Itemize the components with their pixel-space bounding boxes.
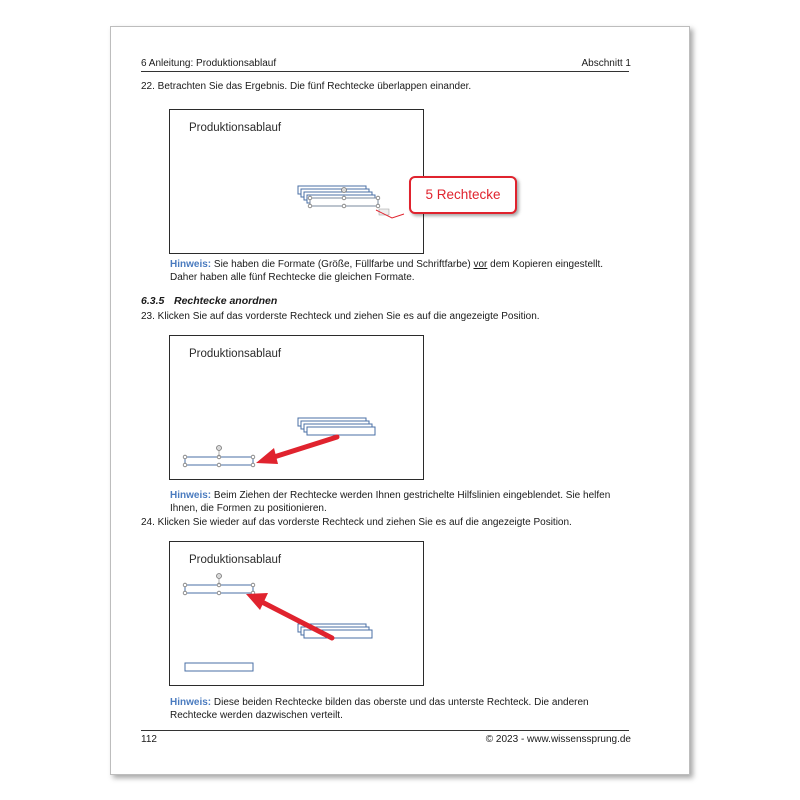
section-number: 6.3.5 — [141, 295, 165, 307]
step-24: 24. Klicken Sie wieder auf das vorderste Rechteck und ziehen Sie es auf die angezeigte Position. — [141, 517, 572, 528]
rectangle-shape — [307, 427, 375, 435]
section-heading — [141, 295, 277, 307]
slide-title: Produktionsablauf — [189, 122, 282, 134]
rectangle-shape-bottom — [185, 663, 253, 671]
slide-title: Produktionsablauf — [189, 348, 282, 360]
red-arrow-icon — [256, 437, 337, 464]
slide-preview-2 — [169, 335, 424, 480]
footer-copyright: © 2023 - www.wissenssprung.de — [485, 734, 631, 745]
document-page — [110, 26, 690, 775]
rotate-handle-icon — [342, 188, 347, 193]
hint-2: Hinweis: Beim Ziehen der Rechtecke werden Ihnen gestrichelte Hilfslinien eingeblendet. Sie helfen Ihnen, die Formen zu positionieren. — [170, 490, 611, 514]
hint-label: Hinweis: — [170, 490, 212, 501]
rotate-handle-icon — [217, 574, 222, 579]
red-arrow-icon — [246, 593, 332, 638]
slide-preview-3 — [169, 541, 424, 686]
hint-1: Hinweis: Sie haben die Formate (Größe, Füllfarbe und Schriftfarbe) vor dem Kopieren eingestellt. Daher haben alle fünf Rechtecke die gleichen Formate. — [170, 259, 603, 283]
hint-label: Hinweis: — [170, 697, 212, 708]
hint-label: Hinweis: — [170, 259, 212, 270]
slide-preview-1 — [169, 109, 424, 254]
rectangles-arrangement — [170, 542, 423, 685]
header-rule — [141, 71, 629, 72]
step-22: 22. Betrachten Sie das Ergebnis. Die fünf Rechtecke überlappen einander. — [141, 81, 472, 92]
footer-rule — [141, 730, 629, 731]
footer-page-number: 112 — [141, 734, 157, 745]
rectangles-arrangement — [170, 336, 423, 479]
callout-five-rectangles: 5 Rechtecke — [409, 176, 517, 214]
section-title: Rechtecke anordnen — [174, 295, 278, 307]
header-chapter-title: 6 Anleitung: Produktionsablauf — [141, 58, 277, 69]
step-23: 23. Klicken Sie auf das vorderste Rechteck und ziehen Sie es auf die angezeigte Position. — [141, 311, 540, 322]
hint-3: Hinweis: Diese beiden Rechtecke bilden das oberste und das unterste Rechteck. Die anderen Rechtecke werden dazwischen verteilt. — [170, 697, 589, 721]
rotate-handle-icon — [217, 446, 222, 451]
header-section-label: Abschnitt 1 — [581, 58, 631, 69]
slide-title: Produktionsablauf — [189, 554, 282, 566]
overlapping-rectangles — [170, 110, 423, 253]
